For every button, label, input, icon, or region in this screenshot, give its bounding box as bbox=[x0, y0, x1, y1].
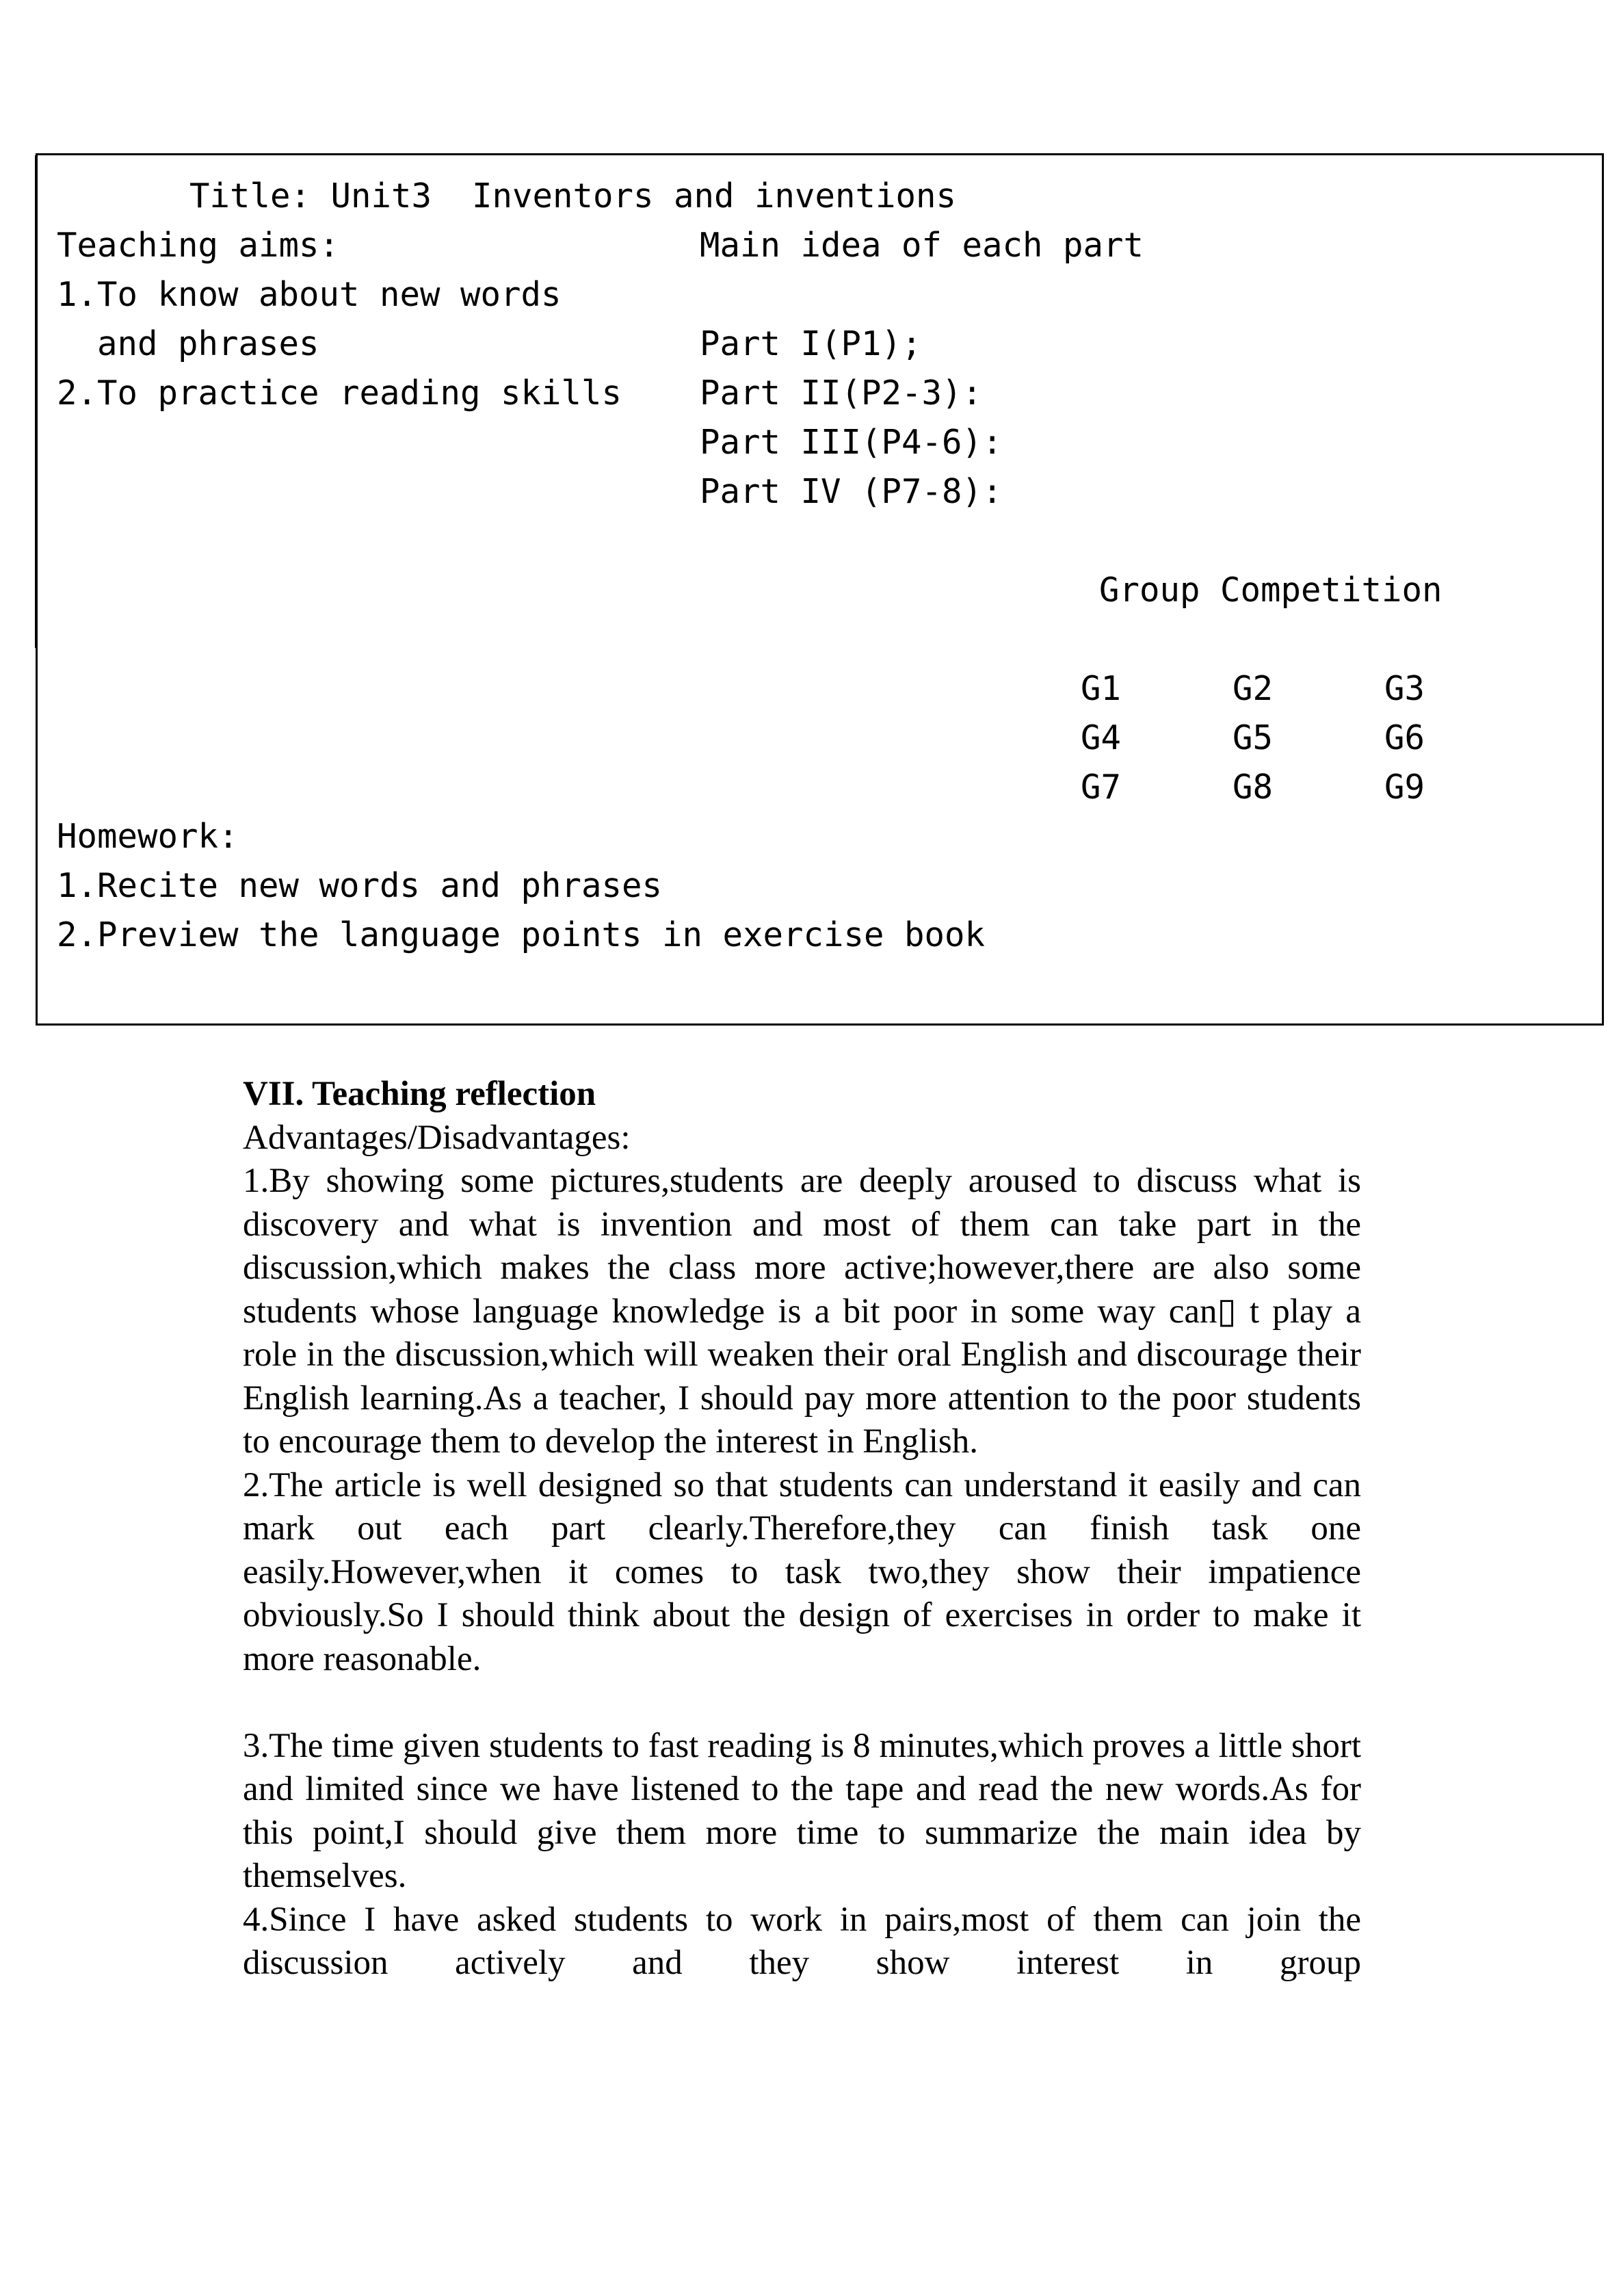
group-label: G5 bbox=[1233, 718, 1274, 757]
group-competition-heading: Group Competition bbox=[1099, 571, 1442, 610]
group-label: G7 bbox=[1081, 768, 1122, 807]
group-label: G9 bbox=[1384, 768, 1425, 807]
reflection-heading: VII. Teaching reflection bbox=[243, 1075, 596, 1113]
teaching-reflection-section bbox=[243, 1073, 1361, 1985]
paragraph-gap bbox=[243, 1681, 1361, 1725]
reflection-paragraph-1: 1.By showing some pictures,students are deeply aroused to discuss what is discovery and what is invention and most of them can take part in the discussion,which makes the class more active;however,there are also some students whose language knowledge is a bit poor in some way can▯ t play a role in the discussion,which will weaken their oral English and discourage their English learning.As a teacher, I should pay more attention to the poor students to encourage them to develop the interest in English. bbox=[243, 1162, 1361, 1461]
group-label: G4 bbox=[1081, 718, 1122, 757]
reflection-paragraph-3: 3.The time given students to fast reading is 8 minutes,which proves a little short and limited since we have listened to the tape and read the new words.As for this point,I should give them more time to summarize the main idea by themselves. bbox=[243, 1726, 1361, 1895]
group-label: G1 bbox=[1081, 669, 1122, 708]
part-2: Part II(P2-3): bbox=[700, 374, 983, 413]
aim-1-line-2: and phrases bbox=[57, 324, 319, 363]
group-label: G2 bbox=[1233, 669, 1274, 708]
homework-heading: Homework: bbox=[57, 817, 239, 856]
reflection-paragraph-2: 2.The article is well designed so that students can understand it easily and can mark out each part clearly.Therefore,they can finish task one easily.However,when it comes to task two,they show their impatience obviously.So I should think about the design of exercises in order to make it more reasonable. bbox=[243, 1465, 1361, 1678]
part-4: Part IV (P7-8): bbox=[700, 472, 1003, 511]
main-idea-heading: Main idea of each part bbox=[700, 226, 1144, 265]
part-1: Part I(P1); bbox=[700, 324, 922, 363]
group-label: G6 bbox=[1384, 718, 1425, 757]
box-left-edge bbox=[35, 155, 37, 648]
group-label: G8 bbox=[1233, 768, 1274, 807]
teaching-aims-heading: Teaching aims: bbox=[57, 226, 340, 265]
board-title: Title: Unit3 Inventors and inventions bbox=[189, 177, 957, 216]
part-3: Part III(P4-6): bbox=[700, 423, 1003, 462]
aim-2: 2.To practice reading skills bbox=[57, 374, 622, 413]
reflection-paragraph-4: 4.Since I have asked students to work in pairs,most of them can join the discussion actively and they show interest in group bbox=[243, 1900, 1361, 1982]
homework-item-2: 2.Preview the language points in exercise book bbox=[57, 915, 986, 954]
aim-1-line-1: 1.To know about new words bbox=[57, 275, 562, 314]
blackboard-design-box bbox=[36, 153, 1604, 1026]
homework-item-1: 1.Recite new words and phrases bbox=[57, 866, 663, 905]
reflection-subheading: Advantages/Disadvantages: bbox=[243, 1118, 631, 1157]
group-label: G3 bbox=[1384, 669, 1425, 708]
